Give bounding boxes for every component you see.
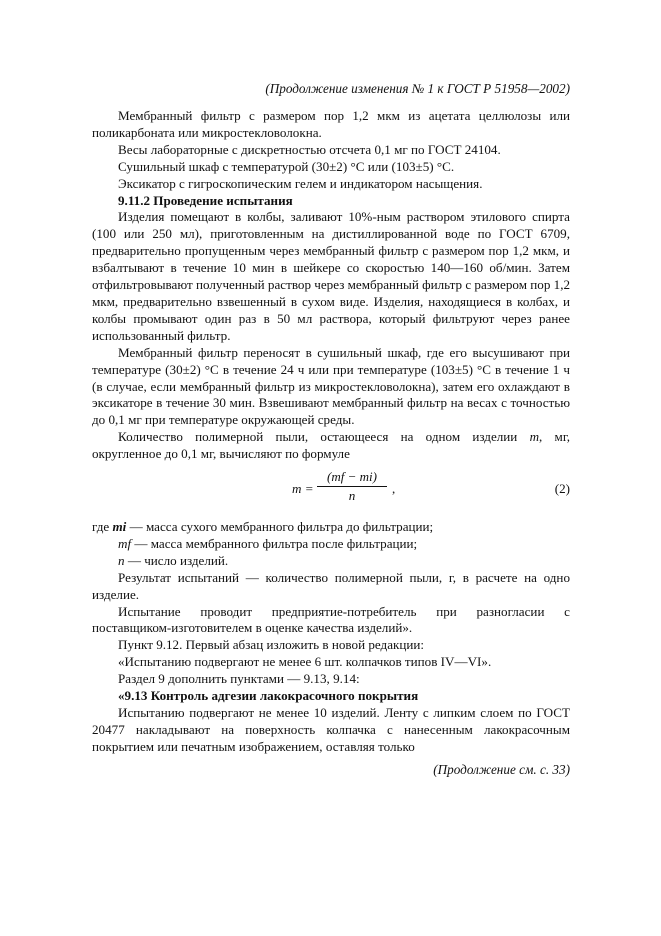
formula-numerator: (mf − mi) — [327, 469, 377, 485]
paragraph: Мембранный фильтр переносят в сушильный шкаф, где его высушивают при температуре (30±2) °С в течение 24 ч или при температуре (103±5) °С в течение 1 ч (в случае, если мембранный фильтр из микростекловолокна), затем его охлаждают в эксикаторе в течение 30 мин. Взвешивают мембранный фильтр на весах с точностью до 0,1 мг при температуре окружающей среды. — [92, 344, 570, 428]
page-header: (Продолжение изменения № 1 к ГОСТ Р 51958—2002) — [265, 81, 570, 96]
text-run: , мг, округленное до 0,1 мг, вычисляют по формуле — [92, 429, 570, 462]
text-run: — масса сухого мембранного фильтра до фильтрации; — [126, 519, 434, 535]
formula-denominator: n — [348, 488, 356, 504]
paragraph: Пункт 9.12. Первый абзац изложить в новой редакции: — [118, 637, 425, 653]
variable: mi — [112, 519, 127, 535]
formula-number: (2) — [554, 481, 570, 497]
paragraph: Мембранный фильтр с размером пор 1,2 мкм из ацетата целлюлозы или поликарбоната или микростекловолокна. — [92, 108, 570, 140]
paragraph: Испытанию подвергают не менее 10 изделий. Ленту с липким слоем по ГОСТ 20477 накладывают на поверхность колпачка с нанесенным лакокрасочным покрытием или печатным изображением, оставляя только — [92, 705, 570, 754]
page-footer: (Продолжение см. с. 33) — [433, 761, 570, 777]
paragraph: Весы лабораторные с дискретностью отсчета 0,1 мг по ГОСТ 24104. — [118, 141, 501, 157]
text-run: где — [92, 519, 113, 535]
formula-legend-item — [92, 519, 570, 536]
variable: m — [529, 429, 540, 445]
document-body — [92, 108, 570, 756]
formula — [92, 468, 570, 516]
variable: n — [118, 552, 125, 568]
paragraph: Сушильный шкаф с температурой (30±2) °С или (103±5) °С. — [118, 158, 455, 174]
paragraph — [92, 429, 570, 463]
paragraph: «Испытанию подвергают не менее 6 шт. колпачков типов IV—VI». — [118, 654, 492, 670]
text-run: — число изделий. — [124, 552, 229, 568]
formula-legend-item — [92, 553, 570, 570]
text-run: Количество полимерной пыли, остающееся на одном изделии — [118, 429, 530, 445]
paragraph: Результат испытаний — количество полимерной пыли, г, в расчете на одно изделие. — [92, 569, 570, 602]
formula-comma: , — [392, 481, 396, 497]
paragraph: Раздел 9 дополнить пунктами — 9.13, 9.14: — [118, 671, 360, 687]
formula-legend-item — [92, 536, 570, 553]
formula-fraction — [314, 468, 390, 504]
paragraph: Испытание проводит предприятие-потребитель при разногласии с поставщиком-изготовителем в оценке качества изделий». — [92, 603, 570, 636]
section-heading: «9.13 Контроль адгезии лакокрасочного покрытия — [118, 688, 419, 704]
variable: mf — [118, 535, 132, 551]
section-heading: 9.11.2 Проведение испытания — [118, 192, 293, 208]
paragraph: Эксикатор с гигроскопическим гелем и индикатором насыщения. — [118, 175, 483, 191]
document-page — [92, 78, 570, 778]
formula-lhs: m = — [292, 481, 314, 497]
text-run: — масса мембранного фильтра после фильтрации; — [131, 535, 418, 551]
paragraph: Изделия помещают в колбы, заливают 10%-ным раствором этилового спирта (100 или 250 мл), приготовленным на дистиллированной воде по ГОСТ 6709, предварительно пропущенным через мембранный фильтр с размером пор 1,2 мкм, и взбалтывают в течение 10 мин в шейкере со скоростью 140—160 об/мин. Затем отфильтровывают полученный раствор через мембранный фильтр с размером пор 1,2 мкм, предварительно взвешенный в сухом виде. Изделия, находящиеся в колбах, и колбы промывают один раз в 50 мл раствора, который фильтруют через ранее использованный фильтр. — [92, 209, 571, 343]
